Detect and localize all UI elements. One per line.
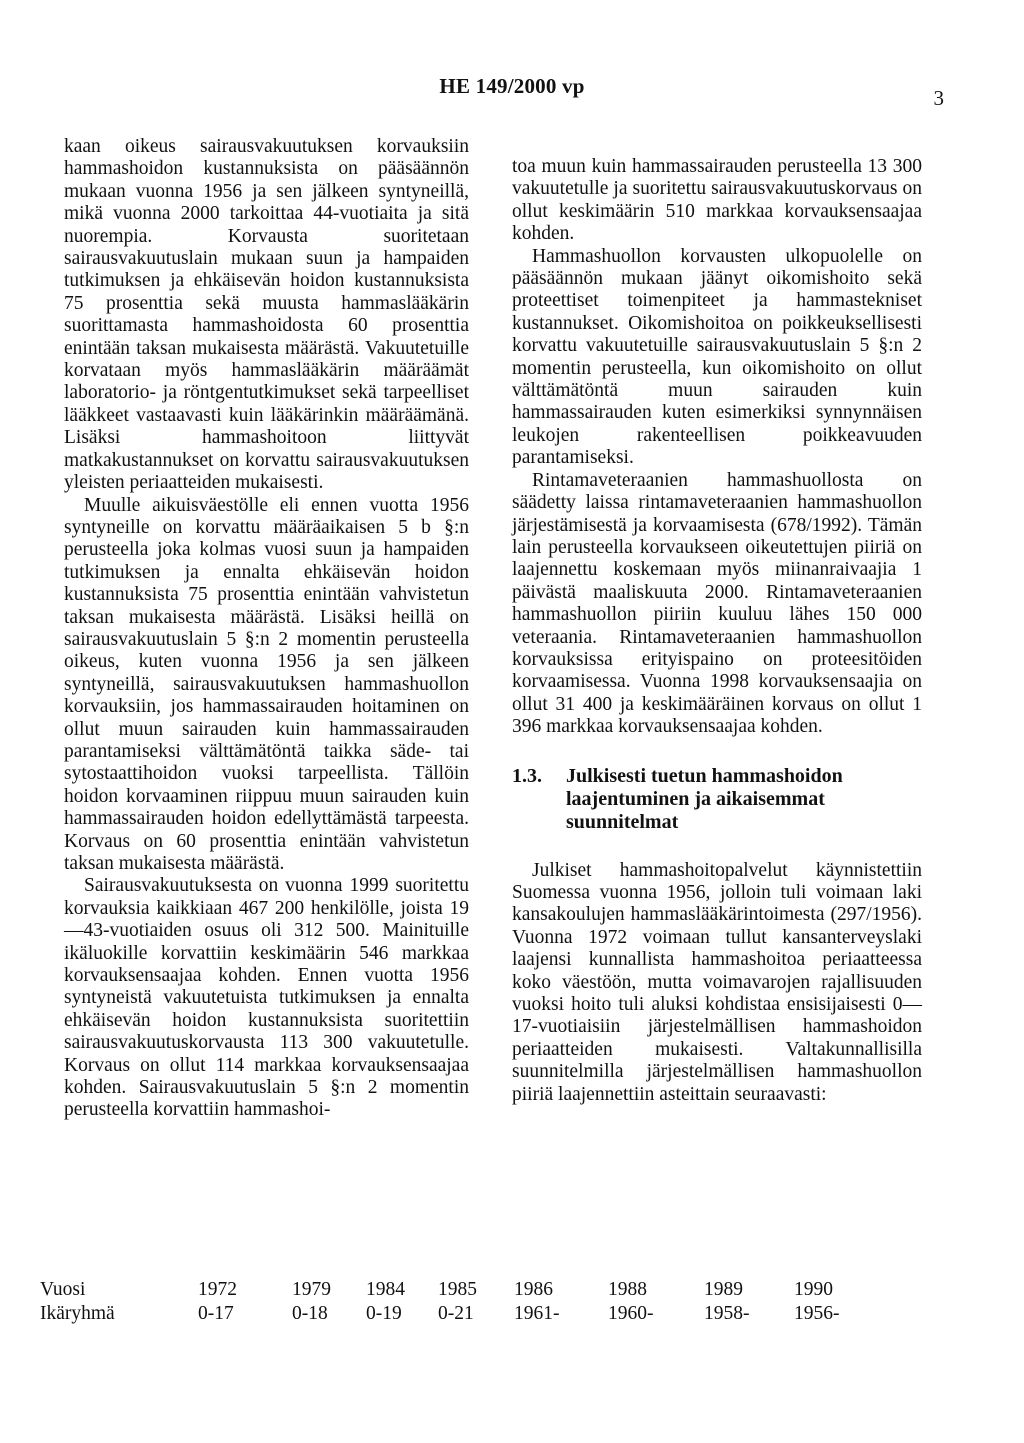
table-cell: 1985	[438, 1279, 477, 1300]
row-label-year: Vuosi	[40, 1279, 86, 1300]
table-cell: 1960-	[608, 1303, 654, 1324]
table-cell: 1972	[198, 1279, 237, 1300]
row-label-age: Ikäryhmä	[40, 1303, 115, 1324]
table-cell: 1986	[514, 1279, 553, 1300]
table-cell: 1989	[704, 1279, 743, 1300]
table-row	[40, 1302, 940, 1326]
right-column	[512, 156, 922, 1106]
table-cell: 0-17	[198, 1303, 234, 1324]
table-cell: 0-19	[366, 1303, 402, 1324]
left-column	[64, 136, 469, 1122]
table-cell: 1958-	[704, 1303, 750, 1324]
paragraph: Sairausvakuutuksesta on vuonna 1999 suoritettu korvauksia kaikkiaan 467 200 henkilölle, joista 19—43-vuotiaiden osuus oli 312 500. Mainituille ikäluokille korvattiin keskimäärin 546 markkaa korvauksensaajaa kohden. Ennen vuotta 1956 syntyneistä vakuutetuista tutkimuksen ja ennalta ehkäisevän hoidon kustannuksista suoritettiin sairausvakuutuskorvausta 113 300 vakuutetulle. Korvaus on ollut 114 markkaa korvauksensaajaa kohden. Sairausvakuutuslain 5 §:n 2 momentin perusteella korvattiin hammashoi-	[64, 875, 469, 1121]
document-header: HE 149/2000 vp	[439, 74, 585, 98]
age-group-table	[40, 1278, 940, 1326]
paragraph: toa muun kuin hammassairauden perusteella 13 300 vakuutetulle ja suoritettu sairausvakuutuskorvaus on ollut keskimäärin 510 markkaa korvauksensaajaa kohden.	[512, 156, 922, 245]
table-cell: 1979	[292, 1279, 331, 1300]
table-cell: 0-21	[438, 1303, 474, 1324]
paragraph: Hammashuollon korvausten ulkopuolelle on pääsäännön mukaan jäänyt oikomishoito sekä proteettiset toimenpiteet ja hammastekniset kustannukset. Oikomishoitoa on poikkeuksellisesti korvattu vakuutetuille sairausvakuutuslain 5 §:n 2 momentin perusteella, kun oikomishoito on ollut välttämätöntä muun sairauden kuin hammassairauden kuten esimerkiksi synnynnäisen leukojen rakenteellisen poikkeavuuden parantamiseksi.	[512, 245, 922, 469]
table-cell: 1990	[794, 1279, 833, 1300]
page-number: 3	[933, 86, 944, 110]
table-cell: 0-18	[292, 1303, 328, 1324]
table-cell: 1961-	[514, 1303, 560, 1324]
paragraph: kaan oikeus sairausvakuutuksen korvauksiin hammashoidon kustannuksista on pääsäännön mukaan vuonna 1956 ja sen jälkeen syntyneillä, mikä vuonna 2000 tarkoittaa 44-vuotiaita ja sitä nuorempia. Korvausta suoritetaan sairausvakuutuslain mukaan suun ja hampaiden tutkimuksen ja ehkäisevän hoidon kustannuksista 75 prosenttia sekä muusta hammaslääkärin suorittamasta hammashoidosta 60 prosenttia enintään taksan mukaisesta määrästä. Vakuutetuille korvataan myös hammaslääkärin määräämät laboratorio- ja röntgentutkimukset sekä tarpeelliset lääkkeet vastaavasti kuin lääkärinkin määräämänä. Lisäksi hammashoitoon liittyvät matkakustannukset on korvattu sairausvakuutuksen yleisten periaatteiden mukaisesti.	[64, 136, 469, 494]
paragraph: Muulle aikuisväestölle eli ennen vuotta 1956 syntyneille on korvattu määräaikaisen 5 b §:n perusteella joka kolmas vuosi suun ja hampaiden tutkimuksen ja ennalta ehkäisevän hoidon kustannuksista 75 prosenttia enintään vahvistetun taksan mukaisesta määrästä. Lisäksi heillä on sairausvakuutuslain 5 §:n 2 momentin perusteella oikeus, kuten vuonna 1956 ja sen jälkeen syntyneillä, sairausvakuutuksen hammashuollon korvauksiin, jos hammassairauden hoitaminen on ollut muun sairauden kuin hammassairauden parantamiseksi välttämätöntä taikka säde- tai sytostaattihoidon vuoksi tarpeellista. Tällöin hoidon korvaaminen riippuu muun sairauden kuin hammassairauden hoidon edellyttämästä tarpeesta. Korvaus on 60 prosenttia enintään vahvistetun taksan mukaisesta määrästä.	[64, 494, 469, 874]
table-row	[40, 1278, 940, 1302]
paragraph: Rintamaveteraanien hammashuollosta on säädetty laissa rintamaveteraanien hammashuollon järjestämisestä ja korvaamisesta (678/1992). Tämän lain perusteella korvaukseen oikeutettujen piiriä on laajennettu koskemaan myös miinanraivaajia 1 päivästä maaliskuuta 2000. Rintamaveteraanien hammashuollon piiriin kuuluu lähes 150 000 veteraania. Rintamaveteraanien hammashuollon korvauksissa erityispaino on proteesitöiden korvaamisessa. Vuonna 1998 korvauksensaajia on ollut 31 400 ja keskimääräinen korvaus on ollut 1 396 markkaa korvauksensaajaa kohden.	[512, 469, 922, 738]
paragraph: Julkiset hammashoitopalvelut käynnistettiin Suomessa vuonna 1956, jolloin tuli voimaan laki kansakoulujen hammaslääkärintoimesta (297/1956). Vuonna 1972 voimaan tullut kansanterveyslaki laajensi kunnallista hammashoitoa periaatteessa koko väestöön, mutta voimavarojen rajallisuuden vuoksi hoito tuli aluksi kohdistaa ensisijaisesti 0—17-vuotiaisiin järjestelmällisen hammashoidon periaatteiden mukaisesti. Valtakunnallisilla suunnitelmilla järjestelmällisen hammashuollon piiriä laajennettiin asteittain seuraavasti:	[512, 859, 922, 1105]
table-cell: 1988	[608, 1279, 647, 1300]
table-cell: 1956-	[794, 1303, 840, 1324]
section-title: Julkisesti tuetun hammashoidon laajentuminen ja aikaisemmat suunnitelmat	[566, 764, 843, 833]
section-number: 1.3.	[512, 764, 542, 787]
table-cell: 1984	[366, 1279, 405, 1300]
section-heading	[512, 765, 922, 834]
